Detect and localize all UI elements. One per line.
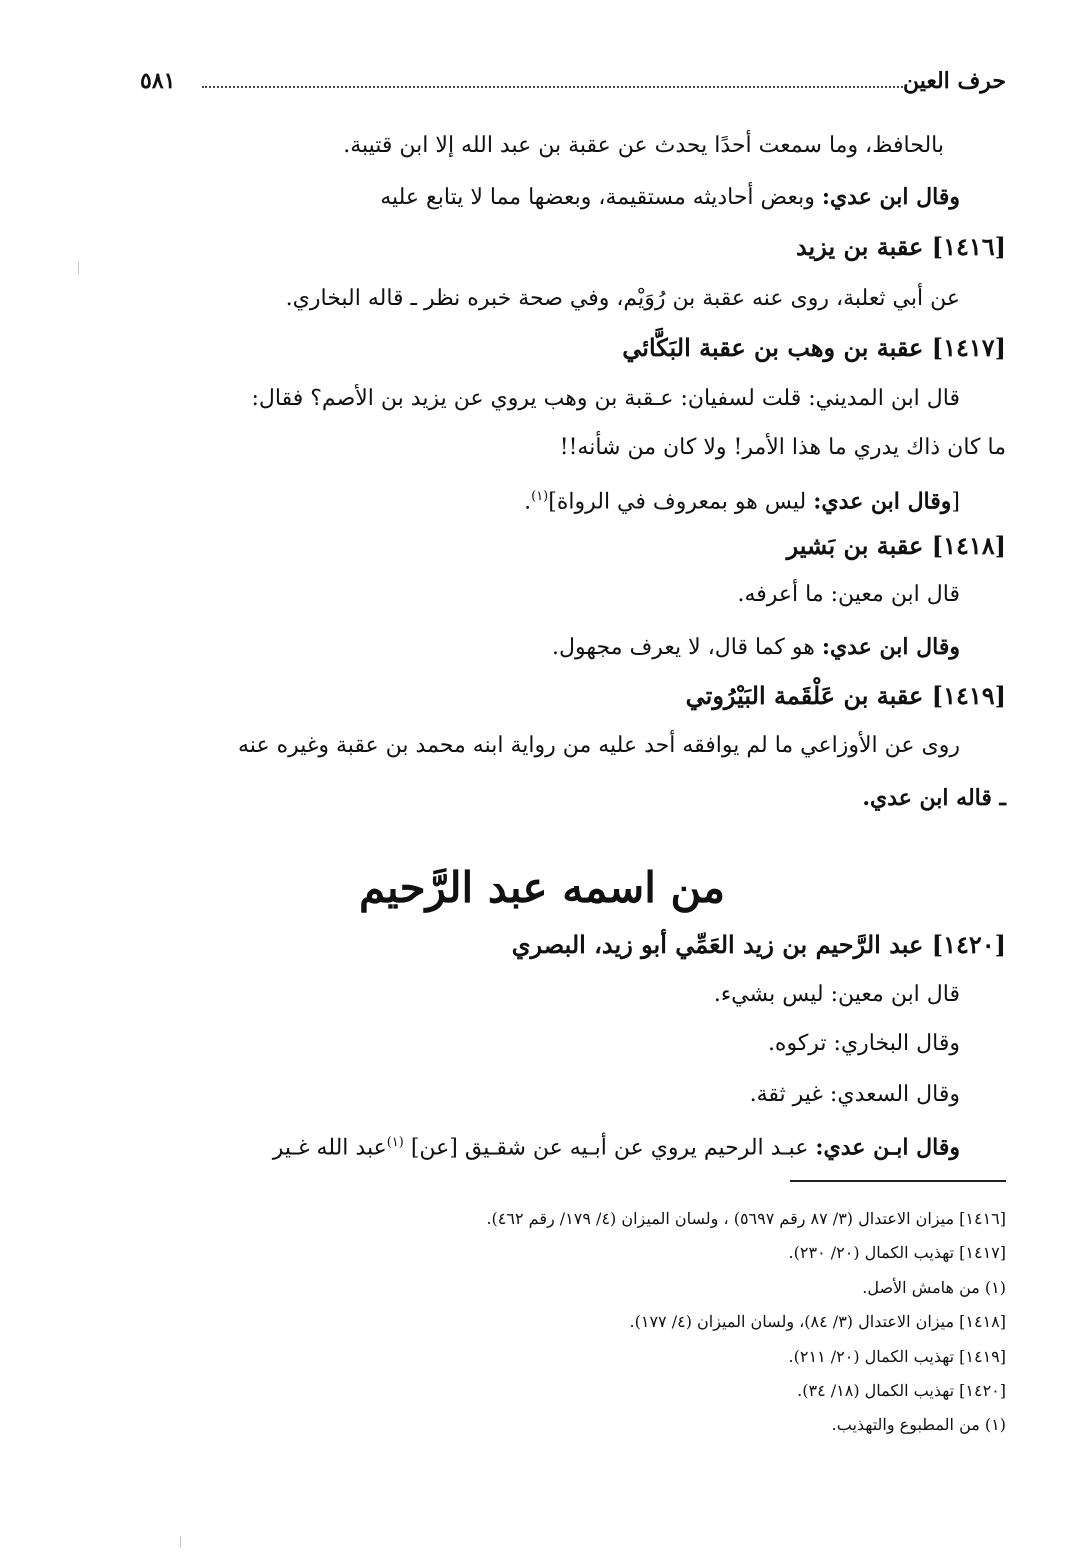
section-title: من اسمه عبد الرَّحيم [358, 863, 725, 912]
scan-margin-mark [78, 262, 79, 274]
text-line: قال ابن المديني: قلت لسفيان: عـقبة بن وهب يروي عن يزيد بن الأصم؟ فقال: [251, 386, 960, 411]
entry-heading: [١٤٢٠] عبد الرَّحيم بن زيد العَمِّي أبو زيد، البصري [511, 930, 1006, 959]
footnote: [١٤١٧] تهذيب الكمال (٢٠/ ٢٣٠). [788, 1243, 1006, 1262]
page-number: ٥٨١ [140, 68, 176, 94]
text-line: وقال ابن عدي: هو كما قال، لا يعرف مجهول. [552, 634, 960, 660]
text-line: ما كان ذاك يدري ما هذا الأمر! ولا كان من شأنه!! [559, 435, 1006, 460]
footnote: [١٤١٩] تهذيب الكمال (٢٠/ ٢١١). [788, 1347, 1006, 1366]
scan-margin-mark [180, 1536, 181, 1548]
entry-heading: [١٤١٦] عقبة بن يزيد [795, 232, 1006, 261]
footnote: (١) من المطبوع والتهذيب. [831, 1415, 1006, 1434]
speaker-label: وقال ابن عدي: [821, 184, 960, 210]
text-line: بالحافظ، وما سمعت أحدًا يحدث عن عقبة بن عبد الله إلا ابن قتيبة. [343, 133, 944, 158]
text-line: وقال السعدي: غير ثقة. [749, 1082, 960, 1107]
footnote-marker: (١) [386, 1135, 404, 1150]
footnote: [١٤٢٠] تهذيب الكمال (١٨/ ٣٤). [797, 1381, 1006, 1400]
entry-heading: [١٤١٩] عقبة بن عَلْقَمة البَيْرُوتي [685, 681, 1006, 710]
footnote: [١٤١٨] ميزان الاعتدال (٣/ ٨٤)، ولسان الميزان (٤/ ١٧٧). [629, 1312, 1006, 1331]
running-header [140, 66, 1006, 106]
speaker-label: وقال ابن عدي: [813, 488, 952, 515]
text-line: وقال البخاري: تركوه. [767, 1031, 960, 1056]
text-line: قال ابن معين: ما أعرفه. [737, 582, 960, 607]
entry-heading: [١٤١٨] عقبة بن بَشير [786, 531, 1006, 560]
text-line: [وقال ابن عدي: ليس هو بمعروف في الرواة]$^{(١)}$. [524, 488, 960, 515]
speaker-label: وقال ابـن عدي: [815, 1134, 960, 1161]
text-line: وقال ابـن عدي: عبـد الرحيم يروي عن أبـيه عن شقـيق [عن] $^{(١)}$عبد الله غـير [272, 1134, 960, 1161]
footnote: (١) من هامش الأصل. [862, 1278, 1006, 1297]
footnote-separator [790, 1180, 1006, 1182]
text-line: عن أبي ثعلبة، روى عنه عقبة بن رُوَيْم، وفي صحة خبره نظر ـ قاله البخاري. [285, 286, 960, 311]
footnote-marker: (١) [531, 489, 549, 504]
chapter-title: حرف العين [902, 68, 1006, 94]
text-line: ـ قاله ابن عدي. [862, 785, 1006, 811]
speaker-label: وقال ابن عدي: [821, 634, 960, 660]
footnote: [١٤١٦] ميزان الاعتدال (٣/ ٨٧ رقم ٥٦٩٧) ، ولسان الميزان (٤/ ١٧٩/ رقم ٤٦٢). [486, 1209, 1006, 1228]
text-line: وقال ابن عدي: وبعض أحاديثه مستقيمة، وبعضها مما لا يتابع عليه [380, 184, 960, 210]
header-dotted-rule [202, 86, 903, 88]
text-line: روى عن الأوزاعي ما لم يوافقه أحد عليه من رواية ابنه محمد بن عقبة وغيره عنه [238, 733, 960, 758]
text-line: قال ابن معين: ليس بشيء. [713, 982, 960, 1007]
entry-heading: [١٤١٧] عقبة بن وهب بن عقبة البَكَّائي [622, 333, 1006, 362]
